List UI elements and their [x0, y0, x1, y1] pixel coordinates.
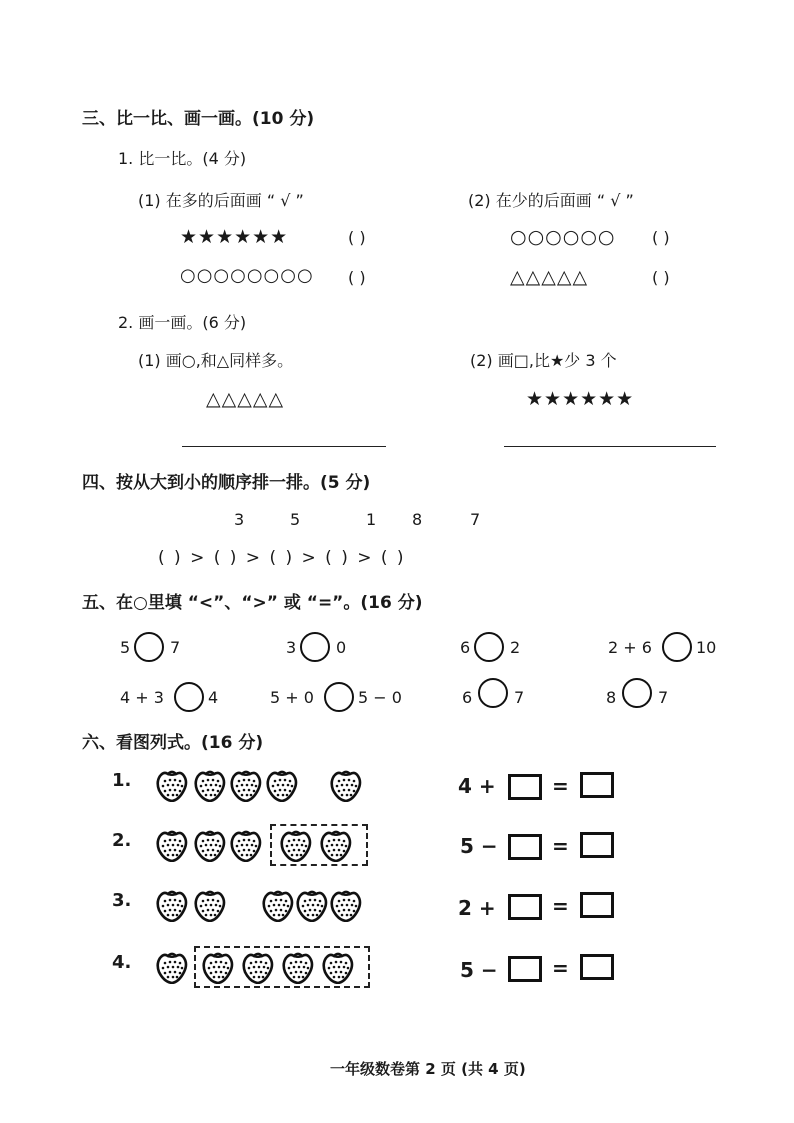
compare-left: 6 [462, 688, 473, 707]
strawberry-icon [154, 888, 190, 922]
answer-box[interactable] [580, 772, 614, 798]
strawberry-icon [280, 950, 316, 984]
compare-left: 2 + 6 [608, 638, 652, 657]
answer-box[interactable] [508, 894, 542, 920]
strawberry-icon [278, 828, 314, 862]
strawberry-icon [294, 888, 330, 922]
compare-left: 3 [286, 638, 297, 657]
answer-circle[interactable] [324, 682, 354, 712]
strawberry-icon [154, 828, 190, 862]
equals-sign: = [552, 894, 569, 918]
number-item: 3 [234, 510, 245, 529]
draw-q1-label: (1) 画○,和△同样多。 [138, 351, 294, 370]
answer-box[interactable] [508, 834, 542, 860]
strawberry-icon [320, 950, 356, 984]
answer-circle[interactable] [662, 632, 692, 662]
compare-left: 5 + 0 [270, 688, 314, 707]
section-4-title: 四、按从大到小的顺序排一排。(5 分) [82, 473, 371, 493]
strawberry-icon [192, 828, 228, 862]
answer-circle[interactable] [478, 678, 508, 708]
answer-circle[interactable] [622, 678, 652, 708]
strawberry-icon [318, 828, 354, 862]
answer-box[interactable] [580, 954, 614, 980]
answer-blank[interactable]: ( ) [348, 268, 366, 287]
equals-sign: = [552, 834, 569, 858]
drawing-answer-line[interactable] [182, 446, 386, 447]
compare-right: 10 [696, 638, 717, 657]
answer-blank[interactable]: ( ) [652, 268, 670, 287]
section-3-part2-title: 2. 画一画。(6 分) [118, 313, 247, 332]
strawberry-icon [228, 768, 264, 802]
compare-left: 5 [120, 638, 131, 657]
compare-q2-label: (2) 在少的后面画 “ √ ” [468, 191, 634, 210]
strawberry-icon [154, 768, 190, 802]
section-3-part1-title: 1. 比一比。(4 分) [118, 149, 247, 168]
compare-q1-label: (1) 在多的后面画 “ √ ” [138, 191, 304, 210]
strawberry-icon [328, 888, 364, 922]
equation-operator: 4 + [458, 774, 496, 798]
answer-box[interactable] [508, 774, 542, 800]
order-answer-row[interactable]: ( ) > ( ) > ( ) > ( ) > ( ) [158, 548, 404, 568]
compare-right: 0 [336, 638, 347, 657]
equation-operator: 5 − [460, 958, 498, 982]
strawberry-icon [192, 768, 228, 802]
strawberry-icon [260, 888, 296, 922]
draw-q2-label: (2) 画□,比★少 3 个 [470, 351, 617, 370]
compare-right: 7 [514, 688, 525, 707]
stars-row: ★★★★★★ [180, 226, 289, 248]
problem-number: 3. [112, 890, 132, 911]
stars-row: ★★★★★★ [526, 388, 635, 410]
compare-right: 5 − 0 [358, 688, 402, 707]
compare-right: 7 [658, 688, 669, 707]
number-item: 7 [470, 510, 481, 529]
strawberry-icon [264, 768, 300, 802]
compare-left: 8 [606, 688, 617, 707]
section-5-title: 五、在○里填 “<”、“>” 或 “=”。(16 分) [82, 593, 423, 613]
number-item: 1 [366, 510, 377, 529]
strawberry-icon [200, 950, 236, 984]
number-item: 5 [290, 510, 301, 529]
circles-row: ○○○○○○ [510, 226, 616, 248]
answer-box[interactable] [580, 892, 614, 918]
answer-circle[interactable] [174, 682, 204, 712]
equation-operator: 5 − [460, 834, 498, 858]
compare-right: 2 [510, 638, 521, 657]
answer-blank[interactable]: ( ) [652, 228, 670, 247]
compare-right: 4 [208, 688, 219, 707]
triangles-row: △△△△△ [510, 266, 589, 288]
strawberry-icon [240, 950, 276, 984]
equation-operator: 2 + [458, 896, 496, 920]
problem-number: 1. [112, 770, 132, 791]
problem-number: 4. [112, 952, 132, 973]
answer-circle[interactable] [134, 632, 164, 662]
equals-sign: = [552, 774, 569, 798]
strawberry-icon [192, 888, 228, 922]
problem-number: 2. [112, 830, 132, 851]
compare-left: 6 [460, 638, 471, 657]
strawberry-icon [328, 768, 364, 802]
strawberry-icon [228, 828, 264, 862]
page-footer: 一年级数卷第 2 页 (共 4 页) [330, 1060, 526, 1078]
answer-circle[interactable] [474, 632, 504, 662]
triangles-row: △△△△△ [206, 388, 285, 410]
drawing-answer-line[interactable] [504, 446, 716, 447]
number-item: 8 [412, 510, 423, 529]
answer-blank[interactable]: ( ) [348, 228, 366, 247]
answer-box[interactable] [580, 832, 614, 858]
equals-sign: = [552, 956, 569, 980]
section-6-title: 六、看图列式。(16 分) [82, 733, 264, 753]
section-3-title: 三、比一比、画一画。(10 分) [82, 109, 315, 129]
answer-circle[interactable] [300, 632, 330, 662]
strawberry-icon [154, 950, 190, 984]
compare-left: 4 + 3 [120, 688, 164, 707]
answer-box[interactable] [508, 956, 542, 982]
circles-row: ○○○○○○○○ [180, 265, 314, 286]
compare-right: 7 [170, 638, 181, 657]
